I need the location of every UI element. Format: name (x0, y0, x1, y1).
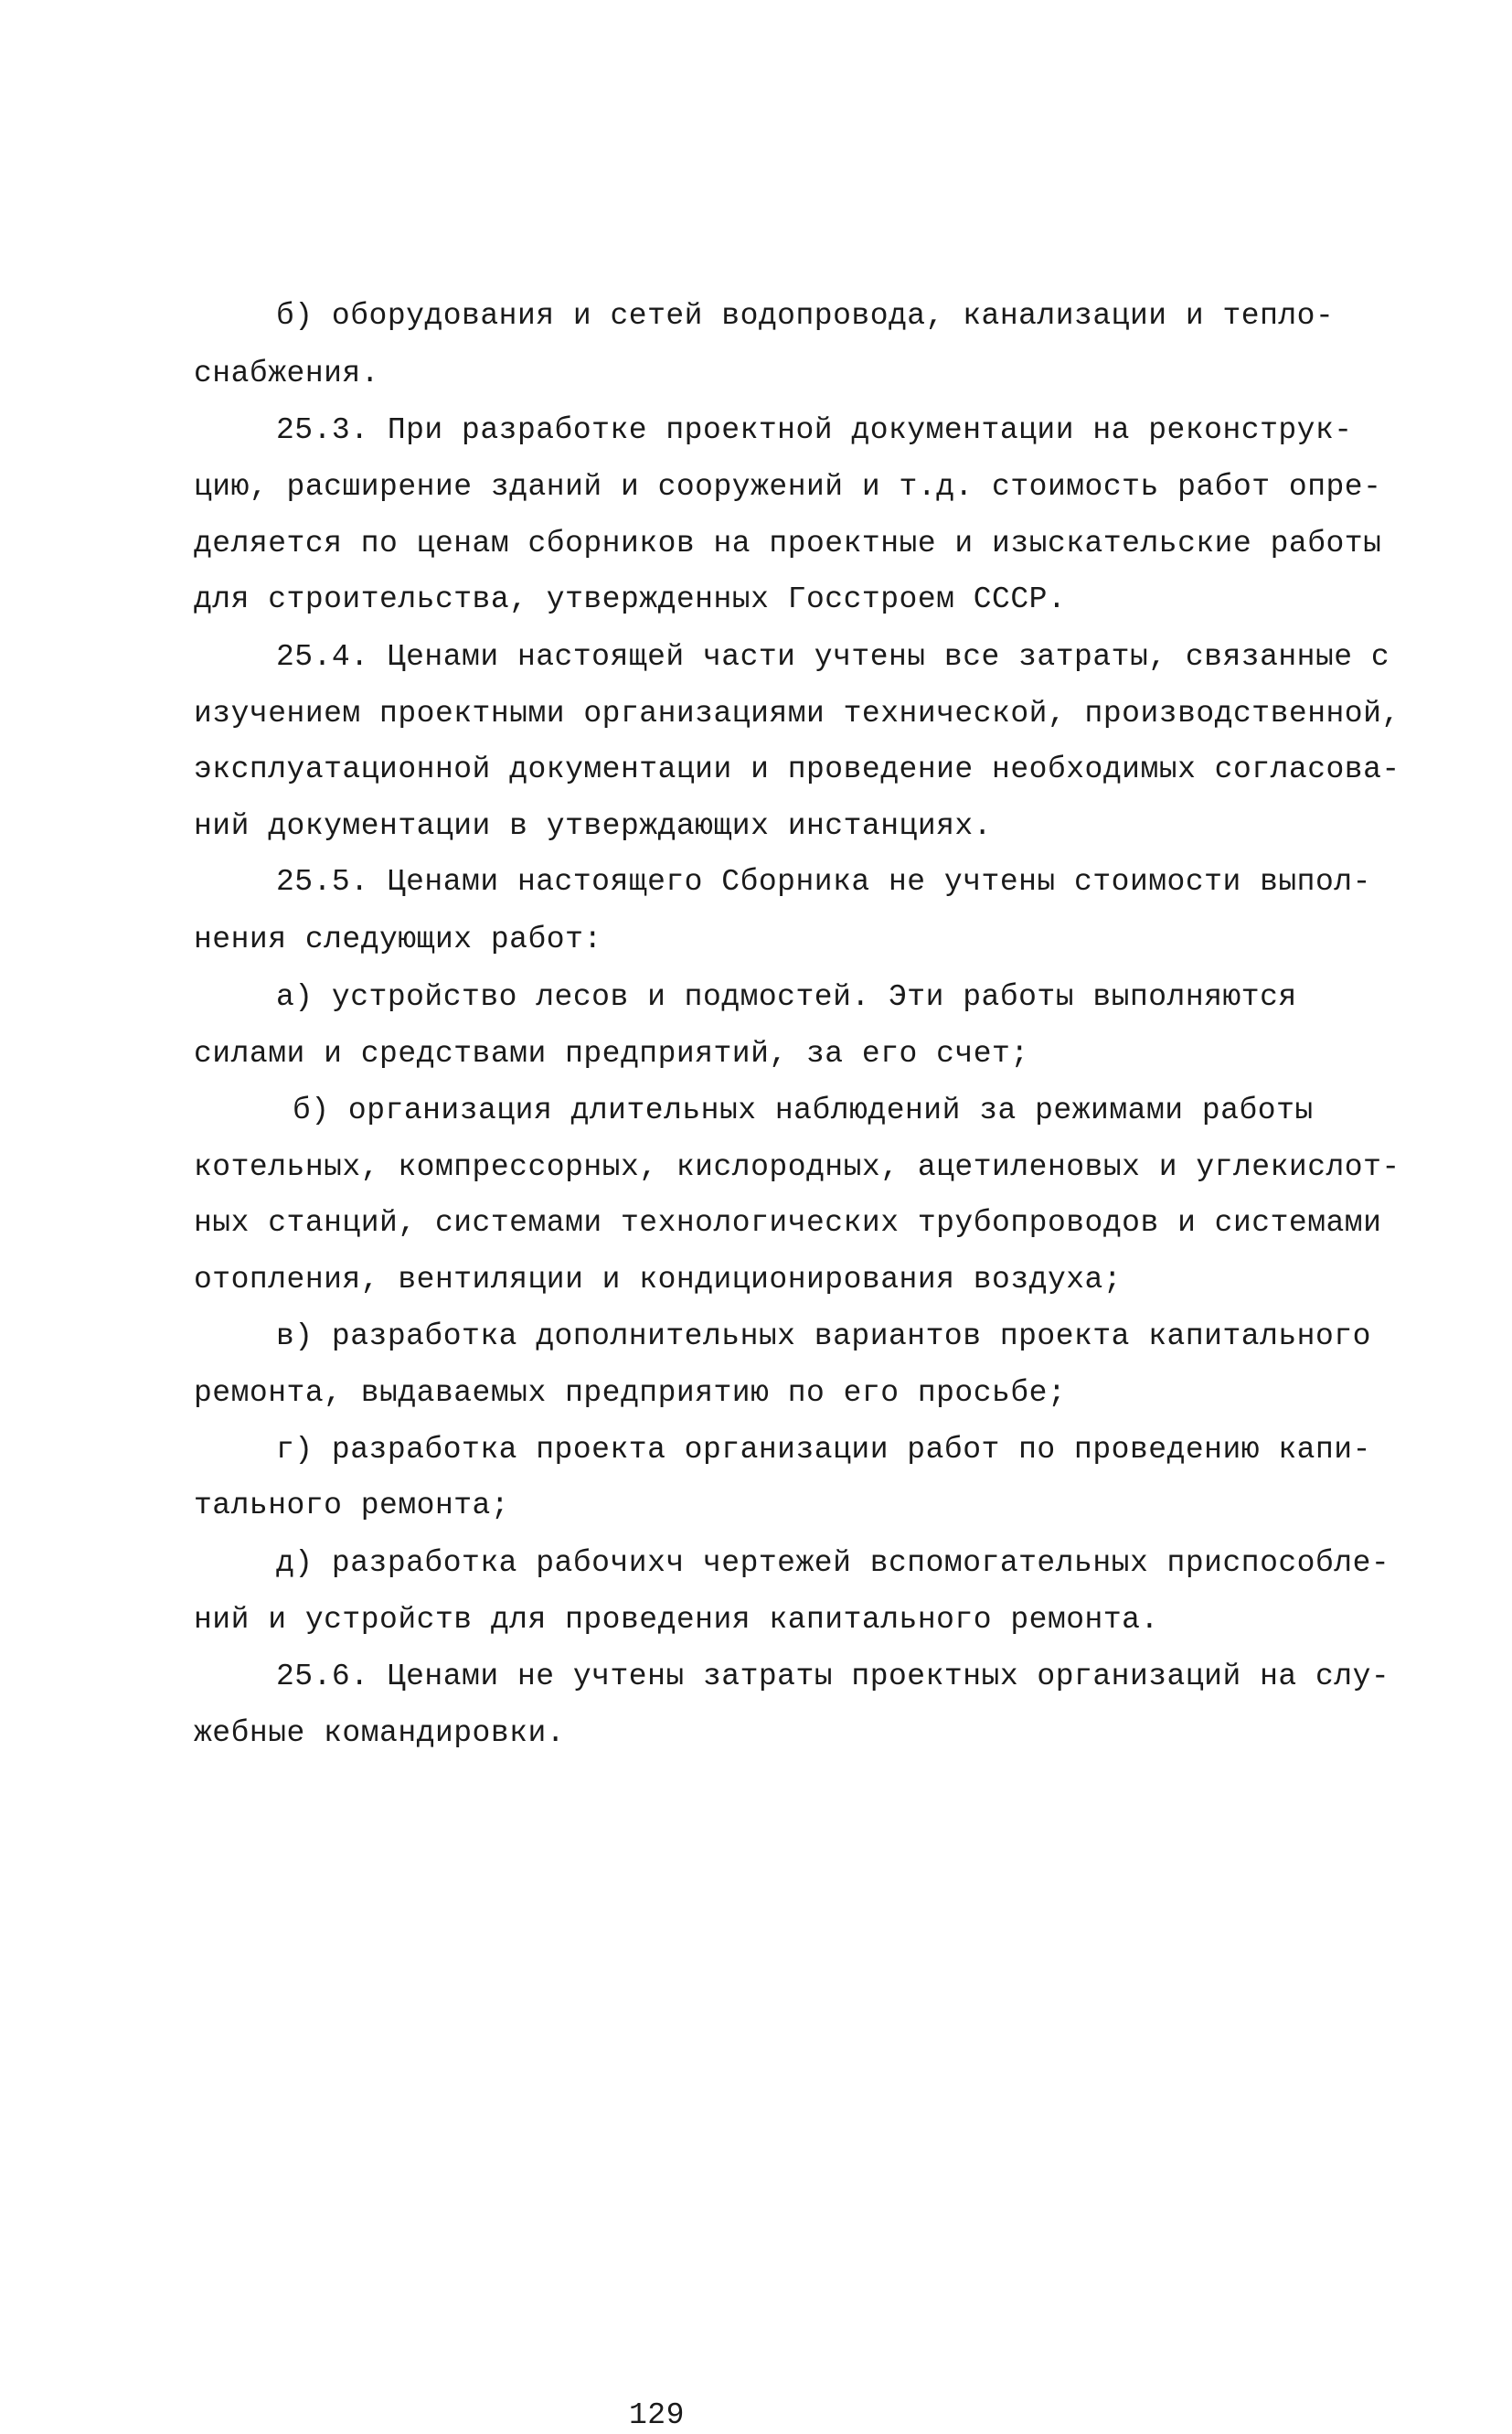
text-line: 25.5. Ценами настоящего Сборника не учтены стоимости выпол- (276, 865, 1371, 899)
text-line: ний документации в утверждающих инстанциях. (194, 809, 993, 843)
text-line: 25.3. При разработке проектной документации на реконструк- (276, 413, 1353, 447)
text-line: отопления, вентиляции и кондиционирования воздуха; (194, 1263, 1123, 1297)
text-line: тального ремонта; (194, 1489, 510, 1522)
text-line: б) оборудования и сетей водопровода, канализации и тепло- (276, 299, 1335, 333)
text-line: жебные командировки. (194, 1716, 566, 1750)
text-line: б) организация длительных наблюдений за режимами работы (293, 1094, 1314, 1127)
text-line: в) разработка дополнительных вариантов проекта капитального (276, 1319, 1371, 1353)
text-line: 25.6. Ценами не учтены затраты проектных организаций на слу- (276, 1660, 1390, 1693)
text-line: силами и средствами предприятий, за его счет; (194, 1037, 1029, 1071)
text-line: деляется по ценам сборников на проектные и изыскательские работы (194, 527, 1382, 560)
text-line: снабжения. (194, 357, 380, 390)
text-line: г) разработка проекта организации работ по проведению капи- (276, 1433, 1371, 1467)
text-line: ных станций, системами технологических трубопроводов и системами (194, 1206, 1382, 1240)
text-line: для строительства, утвержденных Госстроем СССР. (194, 582, 1067, 616)
text-line: эксплуатационной документации и проведение необходимых согласова- (194, 753, 1400, 786)
text-line: д) разработка рабочихч чертежей вспомогательных приспособле- (276, 1546, 1390, 1580)
text-line: нения следующих работ: (194, 923, 602, 956)
text-line: ремонта, выдаваемых предприятию по его просьбе; (194, 1376, 1067, 1410)
text-line: котельных, компрессорных, кислородных, ацетиленовых и углекислот- (194, 1150, 1400, 1184)
text-line: ний и устройств для проведения капитального ремонта. (194, 1603, 1159, 1637)
page-number: 129 (629, 2398, 685, 2432)
text-line: а) устройство лесов и подмостей. Эти работы выполняются (276, 980, 1297, 1014)
text-line: 25.4. Ценами настоящей части учтены все затраты, связанные с (276, 640, 1390, 674)
text-line: цию, расширение зданий и сооружений и т.д. стоимость работ опре- (194, 470, 1382, 504)
text-line: изучением проектными организациями технической, производственной, (194, 697, 1400, 731)
